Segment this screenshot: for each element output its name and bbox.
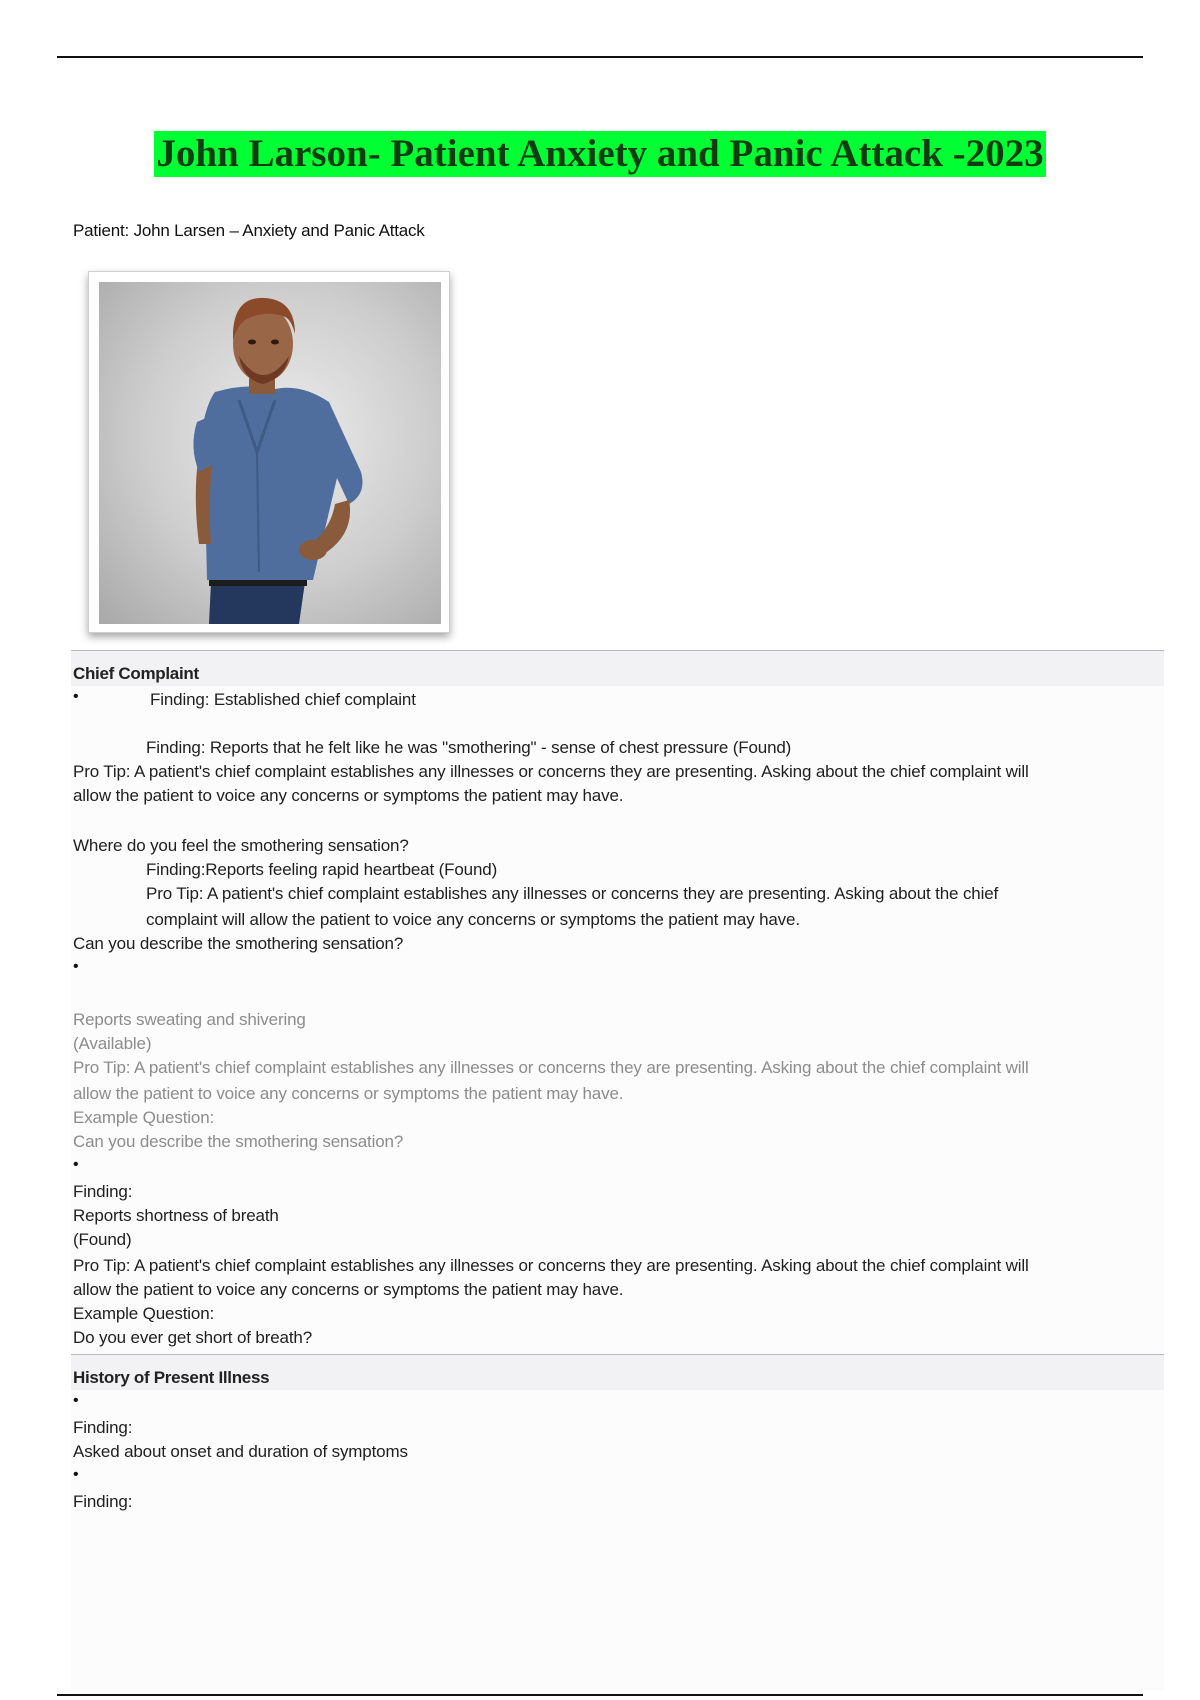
finding-onset-duration: Asked about onset and duration of symptoms xyxy=(73,1442,408,1461)
example-question-label: Example Question: xyxy=(73,1304,215,1323)
patient-avatar-image xyxy=(99,282,441,624)
example-question: Can you describe the smothering sensation? xyxy=(73,1132,404,1151)
finding-label: Finding: xyxy=(73,1418,133,1437)
chief-complaint-heading: Chief Complaint xyxy=(73,664,199,683)
top-rule xyxy=(57,56,1143,58)
finding-heartbeat: Finding:Reports feeling rapid heartbeat (Found) xyxy=(146,860,498,879)
protip-line: Pro Tip: A patient's chief complaint establishes any illnesses or concerns they are presenting. Asking about the chief complaint will xyxy=(73,1058,1029,1077)
title-wrap xyxy=(0,131,1200,177)
example-question-label: Example Question: xyxy=(73,1108,215,1127)
bottom-rule xyxy=(57,1694,1143,1696)
chief-complaint-band xyxy=(71,650,1164,687)
protip-line: allow the patient to voice any concerns or symptoms the patient may have. xyxy=(73,1084,624,1103)
protip-line: Pro Tip: A patient's chief complaint establishes any illnesses or concerns they are presenting. Asking about the chief complaint will xyxy=(73,1256,1029,1275)
protip-line: allow the patient to voice any concerns or symptoms the patient may have. xyxy=(73,1280,624,1299)
finding-label: Finding: xyxy=(73,1492,133,1511)
protip-line: Pro Tip: A patient's chief complaint establishes any illnesses or concerns they are presenting. Asking about the chief xyxy=(146,884,999,903)
hpi-body xyxy=(71,1390,1164,1690)
protip-line: Pro Tip: A patient's chief complaint establishes any illnesses or concerns they are presenting. Asking about the chief complaint will xyxy=(73,762,1029,781)
patient-subtitle: Patient: John Larsen – Anxiety and Panic Attack xyxy=(73,221,425,240)
question-where: Where do you feel the smothering sensation? xyxy=(73,836,409,855)
status-found: (Found) xyxy=(73,1230,132,1249)
patient-photo-frame xyxy=(88,271,450,633)
finding-established: Finding: Established chief complaint xyxy=(150,690,416,709)
bullet-icon: • xyxy=(73,1156,79,1173)
finding-label: Finding: xyxy=(73,1182,133,1201)
protip-line: allow the patient to voice any concerns or symptoms the patient may have. xyxy=(73,786,624,805)
finding-shortness-of-breath: Reports shortness of breath xyxy=(73,1206,279,1225)
document-title: John Larson- Patient Anxiety and Panic Attack -2023 xyxy=(156,132,1044,175)
finding-smothering: Finding: Reports that he felt like he was "smothering" - sense of chest pressure (Found) xyxy=(146,738,792,757)
protip-line: complaint will allow the patient to voice any concerns or symptoms the patient may have. xyxy=(146,910,800,929)
bullet-icon: • xyxy=(73,958,79,975)
finding-sweating: Reports sweating and shivering xyxy=(73,1010,306,1029)
bullet-icon: • xyxy=(73,688,79,705)
example-question: Do you ever get short of breath? xyxy=(73,1328,313,1347)
question-describe: Can you describe the smothering sensation? xyxy=(73,934,404,953)
bullet-icon: • xyxy=(73,1392,79,1409)
patient-avatar-icon xyxy=(99,282,441,624)
hpi-heading: History of Present Illness xyxy=(73,1368,270,1387)
bullet-icon: • xyxy=(73,1466,79,1483)
status-available: (Available) xyxy=(73,1034,152,1053)
